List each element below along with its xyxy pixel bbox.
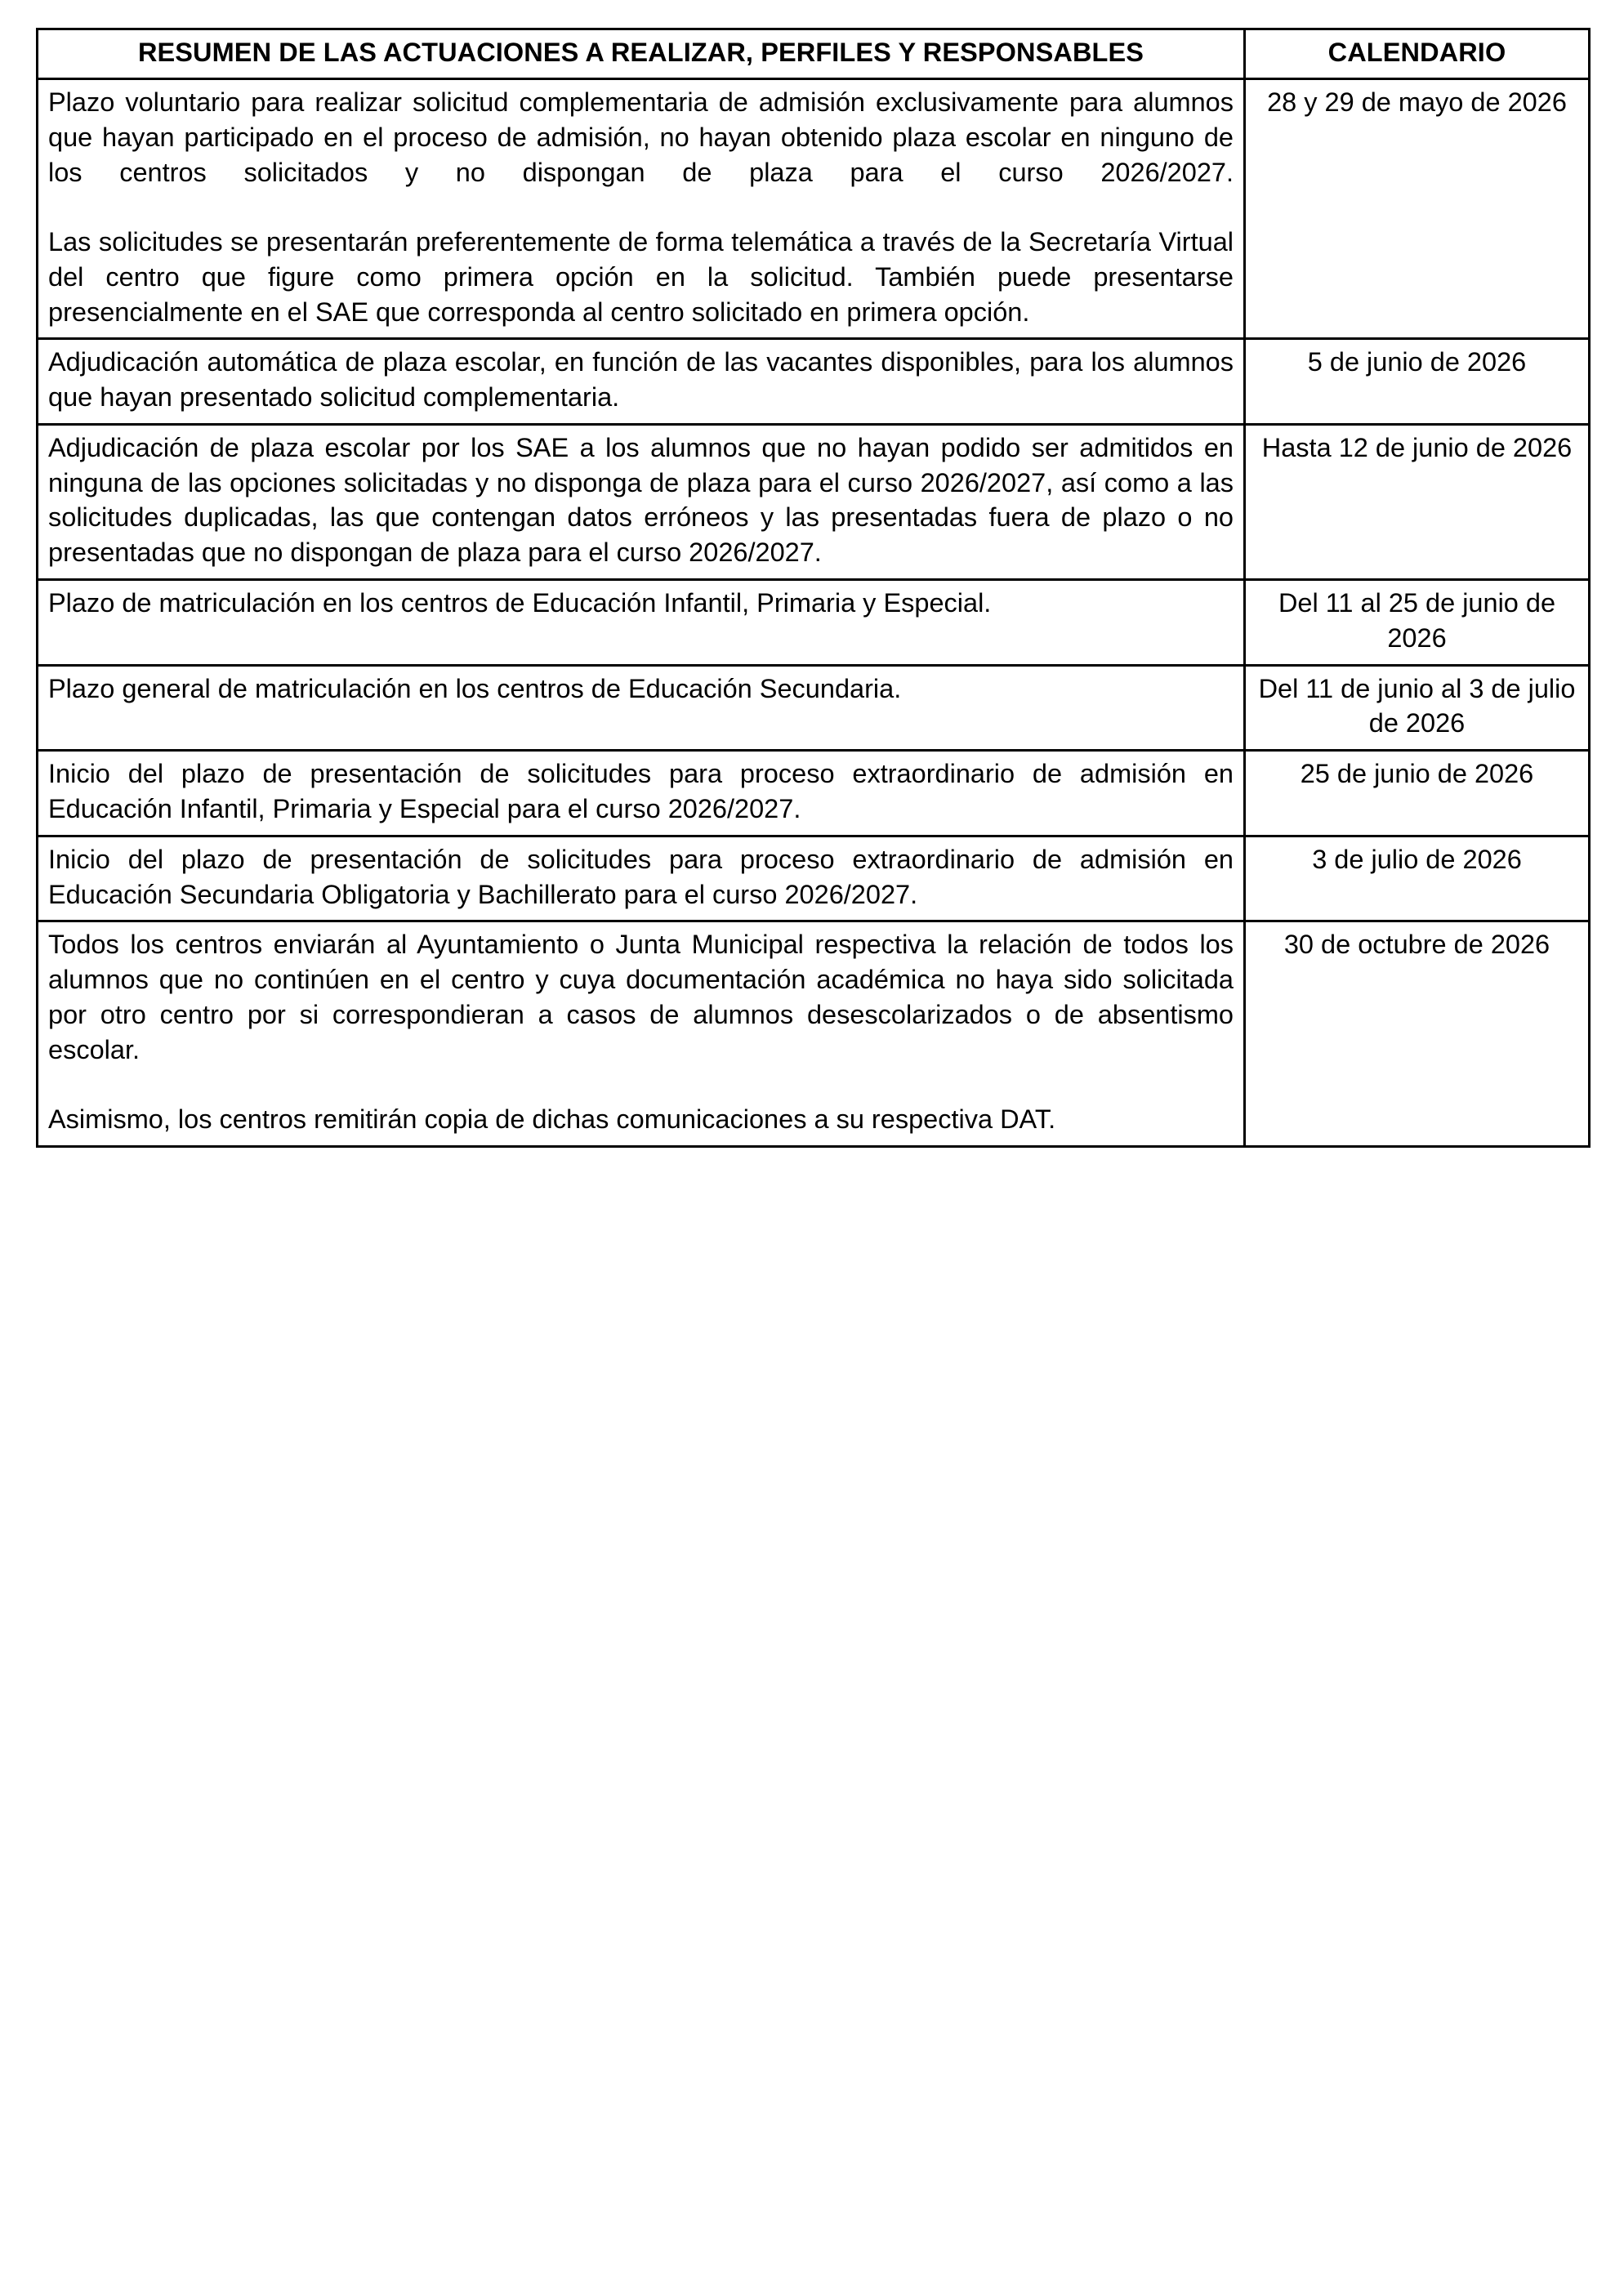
row-description-paragraph: Las solicitudes se presentarán preferentemente de forma telemática a través de la Secretaría Virtual del centro que figure como primera opción en la solicitud. También puede presentarse presencialmente en el SAE que corresponda al centro solicitado en primera opción. xyxy=(48,227,1234,327)
row-calendar-cell: Hasta 12 de junio de 2026 xyxy=(1245,424,1590,579)
table-row xyxy=(38,579,1590,665)
row-calendar-cell: 5 de junio de 2026 xyxy=(1245,339,1590,424)
row-calendar-cell: 28 y 29 de mayo de 2026 xyxy=(1245,79,1590,339)
table-row xyxy=(38,921,1590,1146)
row-description-cell xyxy=(38,751,1245,836)
table-row xyxy=(38,665,1590,751)
row-description-paragraph: Inicio del plazo de presentación de solicitudes para proceso extraordinario de admisión en Educación Secundaria Obligatoria y Bachillerato para el curso 2026/2027. xyxy=(48,844,1234,909)
row-description-cell xyxy=(38,424,1245,579)
row-description-paragraph: Adjudicación de plaza escolar por los SAE a los alumnos que no hayan podido ser admitidos en ninguna de las opciones solicitadas y no disponga de plaza para el curso 2026/2027, así como a las solicitudes duplicadas, las que contengan datos erróneos y las presentadas fuera de plazo o no presentadas que no dispongan de plaza para el curso 2026/2027. xyxy=(48,432,1234,568)
row-description-paragraph: Plazo general de matriculación en los centros de Educación Secundaria. xyxy=(48,673,902,703)
table-row xyxy=(38,836,1590,921)
table-row xyxy=(38,751,1590,836)
row-description-paragraph: Asimismo, los centros remitirán copia de dichas comunicaciones a su respectiva DAT. xyxy=(48,1104,1056,1134)
row-description-paragraph: Plazo de matriculación en los centros de Educación Infantil, Primaria y Especial. xyxy=(48,587,992,618)
actions-calendar-table xyxy=(36,28,1591,1148)
row-description-cell xyxy=(38,579,1245,665)
table-header-row xyxy=(38,29,1590,79)
row-description-paragraph: Plazo voluntario para realizar solicitud complementaria de admisión exclusivamente para alumnos que hayan participado en el proceso de admisión, no hayan obtenido plaza escolar en ninguno de los centros solicitados y no dispongan de plaza para el curso 2026/2027. xyxy=(48,87,1234,187)
row-description-cell xyxy=(38,665,1245,751)
table-row xyxy=(38,339,1590,424)
row-description-cell xyxy=(38,79,1245,339)
table-row xyxy=(38,424,1590,579)
row-calendar-cell: Del 11 al 25 de junio de 2026 xyxy=(1245,579,1590,665)
row-description-cell xyxy=(38,921,1245,1146)
row-calendar-cell: 30 de octubre de 2026 xyxy=(1245,921,1590,1146)
row-description-cell xyxy=(38,836,1245,921)
column-header-description: RESUMEN DE LAS ACTUACIONES A REALIZAR, PERFILES Y RESPONSABLES xyxy=(38,29,1245,79)
table-body xyxy=(38,79,1590,1146)
row-calendar-cell: 3 de julio de 2026 xyxy=(1245,836,1590,921)
row-calendar-cell: 25 de junio de 2026 xyxy=(1245,751,1590,836)
table-row xyxy=(38,79,1590,339)
column-header-calendar: CALENDARIO xyxy=(1245,29,1590,79)
row-description-cell xyxy=(38,339,1245,424)
row-calendar-cell: Del 11 de junio al 3 de julio de 2026 xyxy=(1245,665,1590,751)
row-description-paragraph: Todos los centros enviarán al Ayuntamiento o Junta Municipal respectiva la relación de todos los alumnos que no continúen en el centro y cuya documentación académica no haya sido solicitada por otro centro por si correspondieran a casos de alumnos desescolarizados o de absentismo escolar. xyxy=(48,930,1234,1064)
table-header xyxy=(38,29,1590,79)
row-description-paragraph: Adjudicación automática de plaza escolar, en función de las vacantes disponibles, para los alumnos que hayan presentado solicitud complementaria. xyxy=(48,347,1234,413)
row-description-paragraph: Inicio del plazo de presentación de solicitudes para proceso extraordinario de admisión en Educación Infantil, Primaria y Especial para el curso 2026/2027. xyxy=(48,759,1234,824)
